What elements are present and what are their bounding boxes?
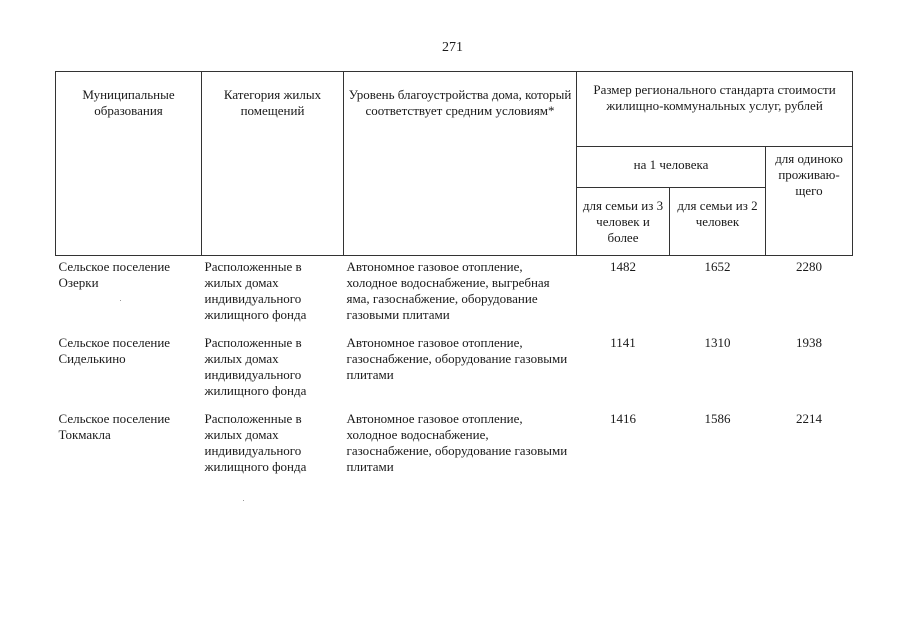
cell-family-3: 1141 <box>610 335 636 350</box>
cell-single: 1938 <box>796 335 823 350</box>
cell-single: 2280 <box>796 259 823 274</box>
cell-family-3: 1482 <box>610 259 636 274</box>
header-municipality: Муниципальные образования <box>56 72 202 256</box>
scan-speck <box>120 300 121 301</box>
cell-amenities: Автономное газовое отопление, холодное водоснабжение, газоснабжение, оборудование газовыми плитами <box>346 411 568 474</box>
cell-family-3: 1416 <box>610 411 636 426</box>
cell-category: Расположенные в жилых домах индивидуального жилищного фонда <box>204 411 307 474</box>
table-row <box>56 256 853 333</box>
scan-speck <box>243 500 244 501</box>
header-category: Категория жилых помещений <box>202 72 344 256</box>
housing-cost-standard-table <box>55 71 853 484</box>
cell-category: Расположенные в жилых домах индивидуального жилищного фонда <box>204 335 307 398</box>
cell-municipality: Сельское поселение Озерки <box>58 259 171 290</box>
cell-family-2: 1586 <box>704 411 731 426</box>
header-per-person: на 1 человека <box>577 147 766 188</box>
cell-family-2: 1652 <box>704 259 731 274</box>
table-header <box>56 72 853 256</box>
table-row <box>56 332 853 408</box>
cell-amenities: Автономное газовое отопление, газоснабжение, оборудование газовыми плитами <box>346 335 568 382</box>
cell-amenities: Автономное газовое отопление, холодное водоснабжение, выгребная яма, газоснабжение, оборудование газовыми плитами <box>346 259 550 322</box>
cell-family-2: 1310 <box>704 335 731 350</box>
cell-municipality: Сельское поселение Токмакла <box>58 411 171 442</box>
header-family-2: для семьи из 2 человек <box>670 188 766 256</box>
table-row <box>56 408 853 484</box>
header-amenities: Уровень благоустройства дома, который соответствует средним условиям* <box>344 72 577 256</box>
cell-category: Расположенные в жилых домах индивидуального жилищного фонда <box>204 259 307 322</box>
cell-single: 2214 <box>796 411 823 426</box>
header-family-3: для семьи из 3 человек и более <box>577 188 670 256</box>
cell-municipality: Сельское поселение Сиделькино <box>58 335 171 366</box>
header-single-resident: для одиноко проживаю-щего <box>766 147 853 256</box>
page-number: 271 <box>442 40 463 55</box>
table-body <box>56 256 853 485</box>
header-standard-size: Размер регионального стандарта стоимости жилищно-коммунальных услуг, рублей <box>577 72 853 147</box>
